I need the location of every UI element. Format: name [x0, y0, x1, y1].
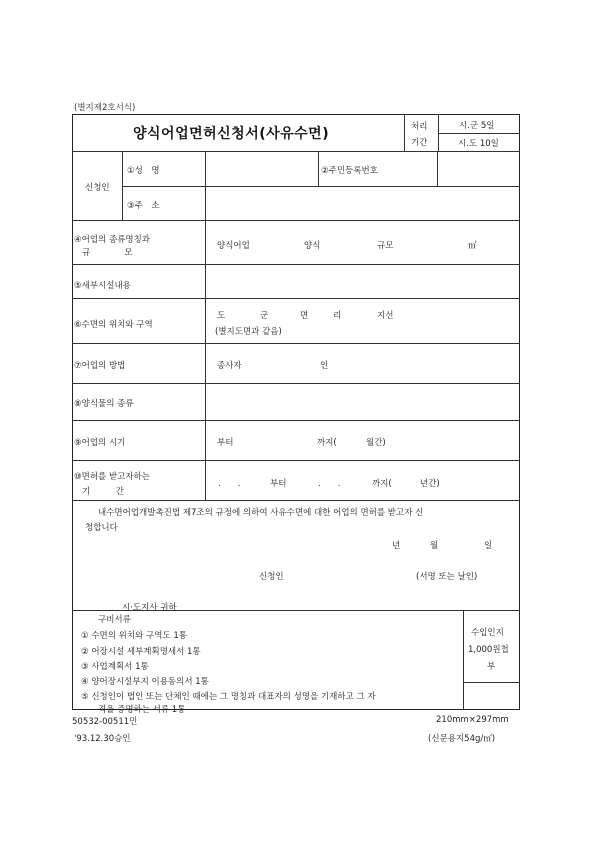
- processing-label-line2: 기간: [411, 138, 428, 148]
- address-field[interactable]: [206, 187, 519, 219]
- rule-applicant-section: [122, 151, 123, 220]
- fishery-type-scale-label-line2: 규 모: [82, 248, 133, 258]
- species-label: ⑧양식물의 종류: [74, 399, 134, 409]
- declaration-line1: 내수면어업개발촉진법 제7조의 규정에 의하여 사유수면에 대한 어업의 면허를 받고자 신: [98, 508, 424, 518]
- rule-reg-label-left: [318, 151, 319, 186]
- species-field[interactable]: [206, 384, 519, 419]
- period-from: 부터: [270, 479, 287, 489]
- rule-title-right: [404, 114, 405, 151]
- revenue-stamp-amount: 1,000원첩: [468, 645, 509, 655]
- revenue-stamp-affix: 부: [487, 662, 496, 672]
- rule-declaration-top: [72, 500, 520, 501]
- form-title: 양식어업면허신청서(사유수면): [133, 126, 330, 142]
- processing-period-city: 시.군 5일: [459, 121, 495, 131]
- facility-details-field[interactable]: [206, 265, 519, 297]
- rule-item4-top: [72, 220, 520, 221]
- document-item: 격을 증명하는 서류 1통: [98, 705, 186, 715]
- fishery-type-scale-label-line1: ④어업의 종류명칭과: [74, 235, 151, 245]
- paper-size: 210mm×297mm: [436, 715, 509, 725]
- signer-label: 신청인: [259, 572, 284, 582]
- address-label: ③주 소: [127, 201, 160, 211]
- document-item: ③ 사업계획서 1통: [81, 662, 149, 672]
- rule-processing-label-right: [438, 114, 439, 151]
- fishery-scale-value: 규모: [377, 241, 394, 251]
- facility-details-label: ⑤세부시설내용: [74, 281, 131, 291]
- date-month: 월: [430, 541, 439, 551]
- processing-label-line1: 처리: [411, 122, 428, 132]
- applicant-section-label: 신청인: [85, 183, 110, 193]
- document-item: ⑤ 신청인이 법인 또는 단체인 때에는 그 명칭과 대표자의 성명을 기재하고 그 자: [81, 692, 376, 702]
- document-item: ① 수면의 위치와 구역도 1통: [81, 631, 187, 641]
- documents-header: 구비서류: [98, 615, 131, 625]
- addressee: 시·도지사 귀하: [122, 603, 177, 613]
- rule-item6-top: [72, 298, 520, 299]
- license-period-label-line1: ⑩면허를 받고자하는: [74, 472, 151, 482]
- season-from: 부터: [217, 438, 234, 448]
- rule-item7-top: [72, 343, 520, 344]
- paper-type: (신문용지54g/㎡): [428, 734, 496, 744]
- approval-date: '93.12.30승인: [74, 734, 131, 744]
- period-to: 까지(: [372, 479, 392, 489]
- location-ri: 리: [333, 311, 342, 321]
- resident-reg-number-label: ②주민등록번호: [321, 166, 378, 176]
- location-map-note: (별지도면과 같음): [215, 327, 282, 337]
- period-end-date: . .: [318, 479, 341, 489]
- name-field[interactable]: [206, 152, 317, 185]
- water-location-label: ⑥수면의 위치와 구역: [74, 320, 153, 330]
- fishery-type-value: 양식어업: [217, 241, 250, 251]
- license-period-label-line2: 기 간: [82, 487, 124, 497]
- name-label: ①성 명: [127, 166, 160, 176]
- season-months: 월간): [366, 438, 386, 448]
- declaration-line2: 청합니다: [85, 523, 118, 533]
- rule-stamp-bottom: [463, 682, 520, 683]
- fishery-scale-unit: ㎡: [468, 241, 477, 251]
- location-gun: 군: [260, 311, 269, 321]
- fishing-method-label: ⑦어업의 방법: [74, 361, 126, 371]
- date-year: 년: [392, 541, 401, 551]
- processing-period-province: 시.도 10일: [458, 139, 499, 149]
- workers-unit: 인: [320, 361, 329, 371]
- form-number-label: (별지제2호서식): [74, 103, 136, 113]
- revenue-stamp-label: 수입인지: [471, 628, 504, 638]
- location-do: 도: [217, 311, 226, 321]
- location-jibeon: 지선: [377, 311, 394, 321]
- document-item: ④ 양어장시설부지 이용동의서 1통: [81, 677, 209, 687]
- signature-note: (서명 또는 날인): [416, 572, 478, 582]
- fishery-method-value: 양식: [304, 241, 321, 251]
- period-start-date: . .: [218, 479, 241, 489]
- location-myeon: 면: [300, 311, 309, 321]
- season-to: 까지(: [317, 438, 337, 448]
- fishing-season-label: ⑨어업의 시기: [74, 438, 126, 448]
- rule-item10-top: [72, 460, 520, 461]
- form-code: 50532-00511민: [72, 717, 138, 727]
- workers-label: 종사자: [217, 361, 242, 371]
- rule-stamp-left: [463, 610, 464, 710]
- rule-processing-mid: [438, 133, 520, 134]
- period-years: 년간): [420, 479, 440, 489]
- document-item: ② 어장시설 세부계획명세서 1통: [81, 647, 201, 657]
- date-day: 일: [484, 541, 493, 551]
- rule-item9-top: [72, 420, 520, 421]
- resident-reg-number-field[interactable]: [438, 152, 519, 185]
